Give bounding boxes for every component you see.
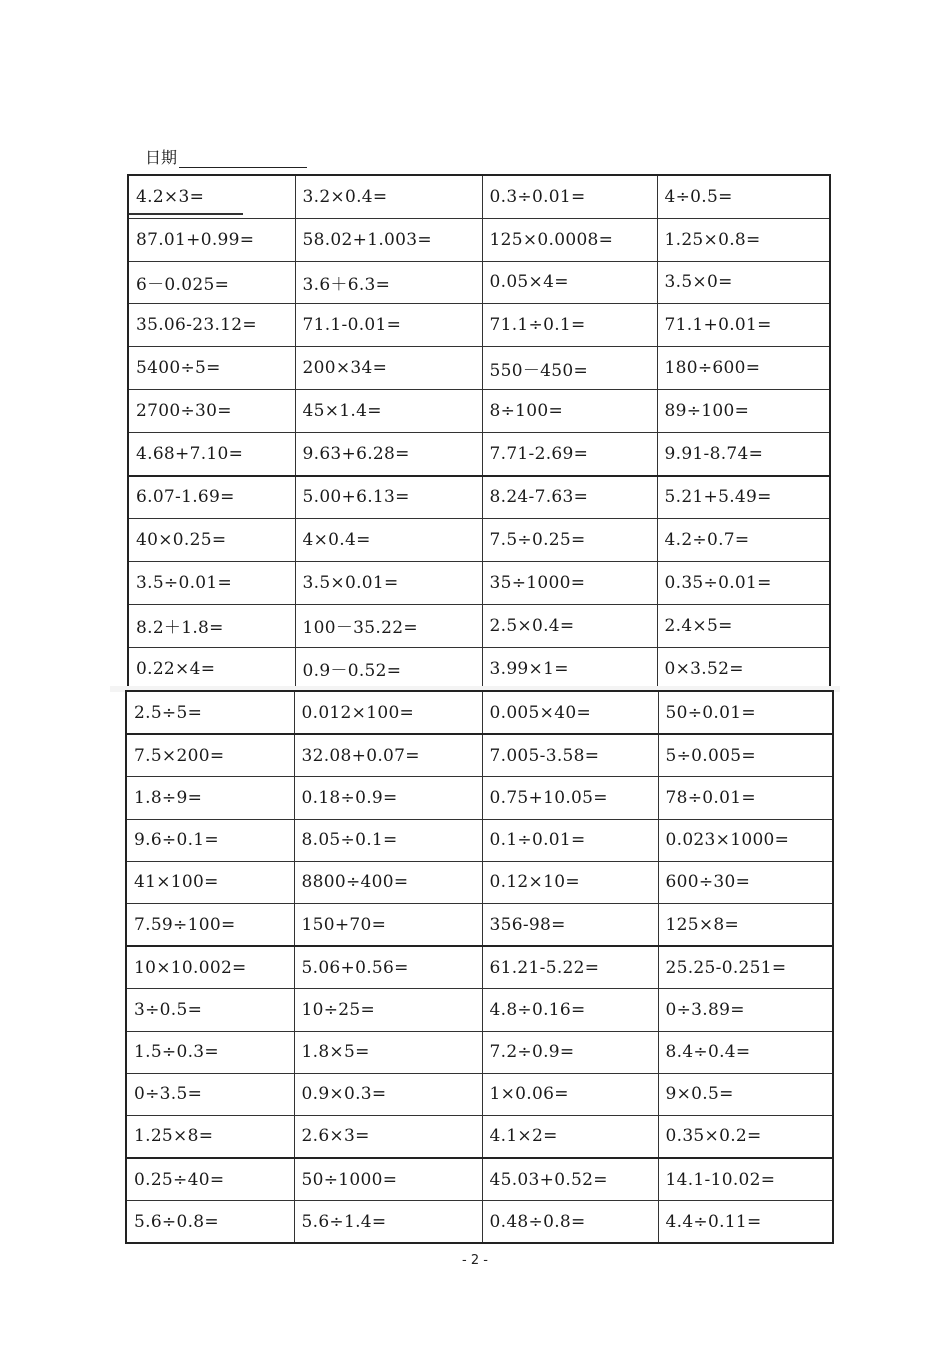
problem-cell: 0×3.52= [657,647,830,690]
problem-cell: 2.5÷5= [126,691,294,734]
problem-cell: 14.1-10.02= [658,1158,833,1201]
problem-cell: 3.5×0.01= [295,562,482,605]
problem-cell: 41×100= [126,861,294,903]
problem-cell: 0.9×0.3= [294,1073,482,1115]
problem-cell: 5.21+5.49= [657,476,830,519]
problem-cell: 6－0.025= [128,261,295,304]
problem-cell: 0.18÷0.9= [294,777,482,819]
problem-cell: 1×0.06= [482,1073,658,1115]
problem-cell: 7.71-2.69= [482,432,657,475]
problem-cell: 0.12×10= [482,861,658,903]
problem-cell: 0.023×1000= [658,819,833,861]
table-row [126,989,833,1031]
table-row [126,861,833,903]
problem-cell: 5.6÷0.8= [126,1201,294,1244]
problem-cell: 2.4×5= [657,604,830,647]
problem-cell: 0.35÷0.01= [657,562,830,605]
table-row [126,1115,833,1158]
table-row [126,1158,833,1201]
problem-cell: 8.2＋1.8= [128,604,295,647]
problem-cell: 0.22×4= [128,647,295,690]
problem-cell: 4.2×3= [128,175,295,218]
problem-cell: 58.02+1.003= [295,218,482,261]
problem-cell: 10÷25= [294,989,482,1031]
table-row [126,946,833,989]
problem-cell: 0.25÷40= [126,1158,294,1201]
problem-cell: 9×0.5= [658,1073,833,1115]
problem-cell: 61.21-5.22= [482,946,658,989]
problem-cell: 5.06+0.56= [294,946,482,989]
table-row [128,261,830,304]
problem-cell: 71.1+0.01= [657,304,830,347]
problem-cell: 356-98= [482,903,658,946]
problem-cell: 9.91-8.74= [657,432,830,475]
problem-cell: 0.1÷0.01= [482,819,658,861]
table-row [128,304,830,347]
problem-cell: 10×10.002= [126,946,294,989]
table-row [126,1201,833,1244]
problem-cell: 4×0.4= [295,519,482,562]
table-row [128,175,830,218]
problem-cell: 32.08+0.07= [294,734,482,777]
problem-cell: 87.01+0.99= [128,218,295,261]
problem-cell: 7.5×200= [126,734,294,777]
problem-cell: 0÷3.89= [658,989,833,1031]
problem-cell: 3÷0.5= [126,989,294,1031]
problem-cell: 1.5÷0.3= [126,1031,294,1073]
problem-cell: 2.5×0.4= [482,604,657,647]
table-row [128,476,830,519]
problem-cell: 3.2×0.4= [295,175,482,218]
problem-cell: 8.24-7.63= [482,476,657,519]
page-number: - 2 - [462,1253,488,1268]
problem-cell: 1.25×0.8= [657,218,830,261]
problem-cell: 0.012×100= [294,691,482,734]
table-row [126,691,833,734]
table-row [128,389,830,432]
problem-cell: 4.68+7.10= [128,432,295,475]
problem-cell: 0.005×40= [482,691,658,734]
problem-cell: 89÷100= [657,389,830,432]
problem-cell: 4.4÷0.11= [658,1201,833,1244]
table-row [128,519,830,562]
problem-cell: 2700÷30= [128,389,295,432]
problem-cell: 7.2÷0.9= [482,1031,658,1073]
exercise-table-2 [125,690,834,1244]
date-blank [179,151,307,168]
problem-cell: 100－35.22= [295,604,482,647]
exercise-table-1 [127,174,831,692]
problem-cell: 78÷0.01= [658,777,833,819]
problem-cell: 5.00+6.13= [295,476,482,519]
problem-cell: 3.6＋6.3= [295,261,482,304]
problem-cell: 6.07-1.69= [128,476,295,519]
table-row [126,777,833,819]
table-row [128,562,830,605]
problem-cell: 125×8= [658,903,833,946]
table-row [126,734,833,777]
problem-cell: 71.1÷0.1= [482,304,657,347]
table-row [126,1073,833,1115]
problem-cell: 0÷3.5= [126,1073,294,1115]
problem-cell: 7.5÷0.25= [482,519,657,562]
problem-cell: 3.5×0= [657,261,830,304]
problem-cell: 0.48÷0.8= [482,1201,658,1244]
problem-cell: 45×1.4= [295,389,482,432]
table-row [128,647,830,690]
problem-cell: 0.3÷0.01= [482,175,657,218]
problem-cell: 40×0.25= [128,519,295,562]
problem-cell: 1.8÷9= [126,777,294,819]
problem-cell: 600÷30= [658,861,833,903]
date-label: 日期 [145,148,178,167]
problem-cell: 5400÷5= [128,347,295,390]
table-row [126,1031,833,1073]
problem-cell: 45.03+0.52= [482,1158,658,1201]
problem-cell: 0.9－0.52= [295,647,482,690]
problem-cell: 1.25×8= [126,1115,294,1158]
problem-cell: 7.59÷100= [126,903,294,946]
problem-cell: 35÷1000= [482,562,657,605]
problem-cell: 8.05÷0.1= [294,819,482,861]
problem-cell: 9.63+6.28= [295,432,482,475]
table-row [128,218,830,261]
problem-cell: 50÷0.01= [658,691,833,734]
problem-cell: 50÷1000= [294,1158,482,1201]
table-row [126,903,833,946]
problem-cell: 71.1-0.01= [295,304,482,347]
problem-cell: 35.06-23.12= [128,304,295,347]
problem-cell: 4.2÷0.7= [657,519,830,562]
problem-cell: 4÷0.5= [657,175,830,218]
table-row [126,819,833,861]
problem-cell: 5.6÷1.4= [294,1201,482,1244]
problem-cell: 550－450= [482,347,657,390]
problem-cell: 150+70= [294,903,482,946]
problem-cell: 3.99×1= [482,647,657,690]
problem-cell: 5÷0.005= [658,734,833,777]
problem-cell: 1.8×5= [294,1031,482,1073]
date-field [145,145,307,168]
answer-underline [129,213,243,215]
problem-cell: 7.005-3.58= [482,734,658,777]
table-row [128,604,830,647]
problem-cell: 0.75+10.05= [482,777,658,819]
problem-cell: 180÷600= [657,347,830,390]
problem-cell: 25.25-0.251= [658,946,833,989]
table-row [128,347,830,390]
problem-cell: 4.8÷0.16= [482,989,658,1031]
problem-cell: 4.1×2= [482,1115,658,1158]
problem-cell: 0.05×4= [482,261,657,304]
problem-cell: 8÷100= [482,389,657,432]
problem-cell: 9.6÷0.1= [126,819,294,861]
table-row [128,432,830,475]
problem-cell: 2.6×3= [294,1115,482,1158]
problem-cell: 8800÷400= [294,861,482,903]
problem-cell: 200×34= [295,347,482,390]
problem-cell: 125×0.0008= [482,218,657,261]
problem-cell: 0.35×0.2= [658,1115,833,1158]
problem-cell: 8.4÷0.4= [658,1031,833,1073]
problem-cell: 3.5÷0.01= [128,562,295,605]
